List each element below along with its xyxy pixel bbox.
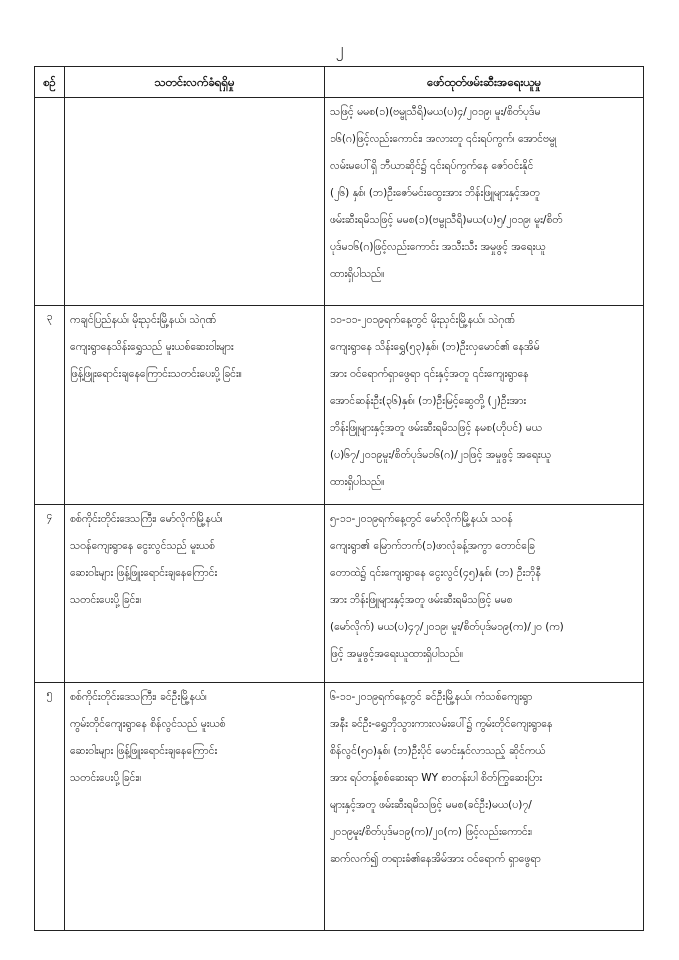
information-text-line: ကွမ်းတိုင်ကျေးရွာနေ စိန်လွင်သည် မူးယစ်	[70, 718, 226, 730]
action-text-line: လမ်းမပေါ်ရှိ ဘီယာဆိုင်၌ ၎င်းရပ်ကွက်နေ ဇော်ဝင်းနိုင်	[330, 160, 534, 172]
row-action-cell	[325, 306, 644, 505]
action-text-line: ၁၆(ဂ)ဖြင့်လည်းကောင်း၊ အလားတူ ၎င်းရပ်ကွက်၊ အောင်ဗမ္ဗု	[330, 133, 557, 145]
action-text-line: များနှင့်အတူ ဖမ်းဆီးရမိသဖြင့် မမစ(ခင်ဦး)မယ(ပ)၇/	[330, 799, 532, 811]
action-text-line: သဖြင့် မမစ(၁)(ဗမ္ဗုသီရိ)မယ(ပ)၄/၂၀၁၉၊ မူး/စိတ်ပုဒ်မ	[330, 106, 541, 118]
action-text-line: ဖမ်းဆီးရမိသဖြင့် မမစ(၁)(ဗမ္ဗုသီရိ)မယ(ပ)၅/၂၀၁၉၊ မူး/စိတ်	[330, 214, 563, 226]
information-text-line: စစ်ကိုင်းတိုင်းဒေသကြီး၊ မော်လိုက်မြို့နယ်၊	[70, 513, 223, 525]
table-row	[35, 683, 644, 931]
header-information-received: သတင်းလက်ခံရရှိမှု	[65, 67, 325, 98]
header-arrest-action: ဖော်ထုတ်ဖမ်းဆီးအရေးယူမှု	[325, 67, 644, 98]
action-text-line: ထားရှိပါသည်။	[330, 268, 385, 280]
action-text-line: ထားရှိပါသည်။	[330, 476, 385, 488]
table-header-row	[35, 67, 644, 98]
information-text-line: သတင်းပေးပို့ခြင်း။	[70, 772, 142, 784]
row-information-cell	[65, 98, 325, 306]
row-action-cell	[325, 505, 644, 683]
information-text-line: သဝန်ကျေးရွာနေ ငွေးလွင်သည် မူးယစ်	[70, 540, 215, 552]
action-text-line: ၅-၁၁-၂၀၁၉ရက်နေ့တွင် မော်လိုက်မြို့နယ်၊ သဝန်	[330, 513, 513, 525]
action-text-line: ပုဒ်မ၁၆(ဂ)ဖြင့်လည်းကောင်း အသီးသီး အမှုဖွင့် အရေးယူ	[330, 241, 546, 253]
action-text-line: အနီး ခင်ဦး-ရွှေဘိုသွားကားလမ်းပေါ်၌ ကွမ်းတိုင်ကျေးရွာနေ	[330, 718, 553, 730]
action-text-line: အား ဝင်ရောက်ရှာဖွေရာ ၎င်းနှင့်အတူ ၎င်းကျေးရွာနေ	[330, 368, 529, 380]
action-text-line: ကျေးရွာ၏ မြောက်ဘက်(၁)ဖာလုံခန့်အကွာ တောင်ခြေ	[330, 540, 535, 552]
row-serial-number: ၃	[35, 306, 65, 505]
table-row	[35, 98, 644, 306]
action-text-line: ၁၁-၁၁-၂၀၁၉ရက်နေ့တွင် မိုးညှင်းမြို့နယ်၊ သဲဂုဏ်	[330, 314, 515, 326]
action-text-line: ၆-၁၁-၂၀၁၉ရက်နေ့တွင် ခင်ဦးမြို့နယ်၊ ကံသစ်ကျေးရွာ	[330, 691, 533, 703]
action-text-line: ကျေးရွာနေ သိန်းရွှေ(၅၃)နှစ်၊ (ဘ)ဦးလှမောင်၏ နေအိမ်	[330, 341, 540, 353]
row-action-cell	[325, 683, 644, 931]
information-text-line: ကချင်ပြည်နယ်၊ မိုးညှင်းမြို့နယ်၊ သဲဂုဏ်	[70, 314, 217, 326]
information-text-line: ကျေးရွာနေသိန်းရွှေသည် မူးယစ်ဆေးဝါးများ	[70, 341, 234, 353]
row-information-cell	[65, 505, 325, 683]
page-number: ၂	[335, 39, 344, 58]
row-information-cell	[65, 683, 325, 931]
information-text-line: ဆေးဝါးများ ဖြန့်ဖြူးရောင်းချနေကြောင်း	[70, 567, 218, 579]
information-text-line: စစ်ကိုင်းတိုင်းဒေသကြီး၊ ခင်ဦးမြို့နယ်၊	[70, 691, 207, 703]
header-serial-number: စဉ်	[35, 67, 65, 98]
action-text-line: အား ဘိန်းဖြူများနှင့်အတူ ဖမ်းဆီးရမိသဖြင့် မမစ	[330, 594, 513, 606]
row-action-cell	[325, 98, 644, 306]
action-text-line: အား ရပ်တန့်စစ်ဆေးရာ WY စာတန်းပါ စိတ်ကြွဆေးပြား	[330, 772, 543, 784]
information-text-line: ဆေးဝါးများ ဖြန့်ဖြူးရောင်းချနေကြောင်း	[70, 745, 218, 757]
action-text-line: တောထဲ၌ ၎င်းကျေးရွာနေ ငွေးလွင်(၄၅)နှစ်၊ (ဘ) ဦးဘိုနီ	[330, 567, 541, 579]
action-text-line: (၂၆) နှစ်၊ (ဘ)ဦးဇော်မင်းထွေးအား ဘိန်းဖြူများနှင့်အတူ	[330, 187, 540, 199]
action-text-line: ဘိန်းဖြူများနှင့်အတူ ဖမ်းဆီးရမိသဖြင့် နမစ(ဟိုပင်) မယ	[330, 422, 542, 434]
table-row	[35, 306, 644, 505]
information-text-line: သတင်းပေးပို့ခြင်း။	[70, 594, 142, 606]
row-information-cell	[65, 306, 325, 505]
table-row	[35, 505, 644, 683]
action-text-line: (မော်လိုက်) မယ(ပ)၄၇/၂၀၁၉၊ မူး/စိတ်ပုဒ်မ၁၉(က)/၂၀ (က)	[330, 621, 564, 633]
row-serial-number	[35, 98, 65, 306]
information-text-line: ဖြန့်ဖြူးရောင်းချနေကြောင်းသတင်းပေးပို့ခြင်း။	[70, 368, 242, 380]
action-text-line: ဆက်လက်၍ တရားခံ၏နေအိမ်အား ဝင်ရောက် ရှာဖွေရာ	[330, 853, 541, 865]
action-text-line: စိန်လွင်(၅၀)နှစ်၊ (ဘ)ဦးပိုင် မောင်းနှင်လာသည့် ဆိုင်ကယ်	[330, 745, 546, 757]
document-table	[34, 66, 644, 931]
action-text-line: အောင်ဆန်းဦး(၃၆)နှစ်၊ (ဘ)ဦးမြင့်ဆွေတို့ (၂)ဦးအား	[330, 395, 526, 407]
action-text-line: (ပ)၆၇/၂၀၁၉မူး/စိတ်ပုဒ်မ၁၆(ဂ)/၂၁ဖြင့် အမှုဖွင့် အရေးယူ	[330, 449, 551, 461]
row-serial-number: ၅	[35, 683, 65, 931]
row-serial-number: ၄	[35, 505, 65, 683]
action-text-line: ဖြင့် အမှုဖွင့်အရေးယူထားရှိပါသည်။	[330, 648, 464, 660]
action-text-line: ၂၀၁၉မူး/စိတ်ပုဒ်မ၁၉(က)/၂၀(က) ဖြင့်လည်းကောင်း၊	[330, 826, 533, 838]
